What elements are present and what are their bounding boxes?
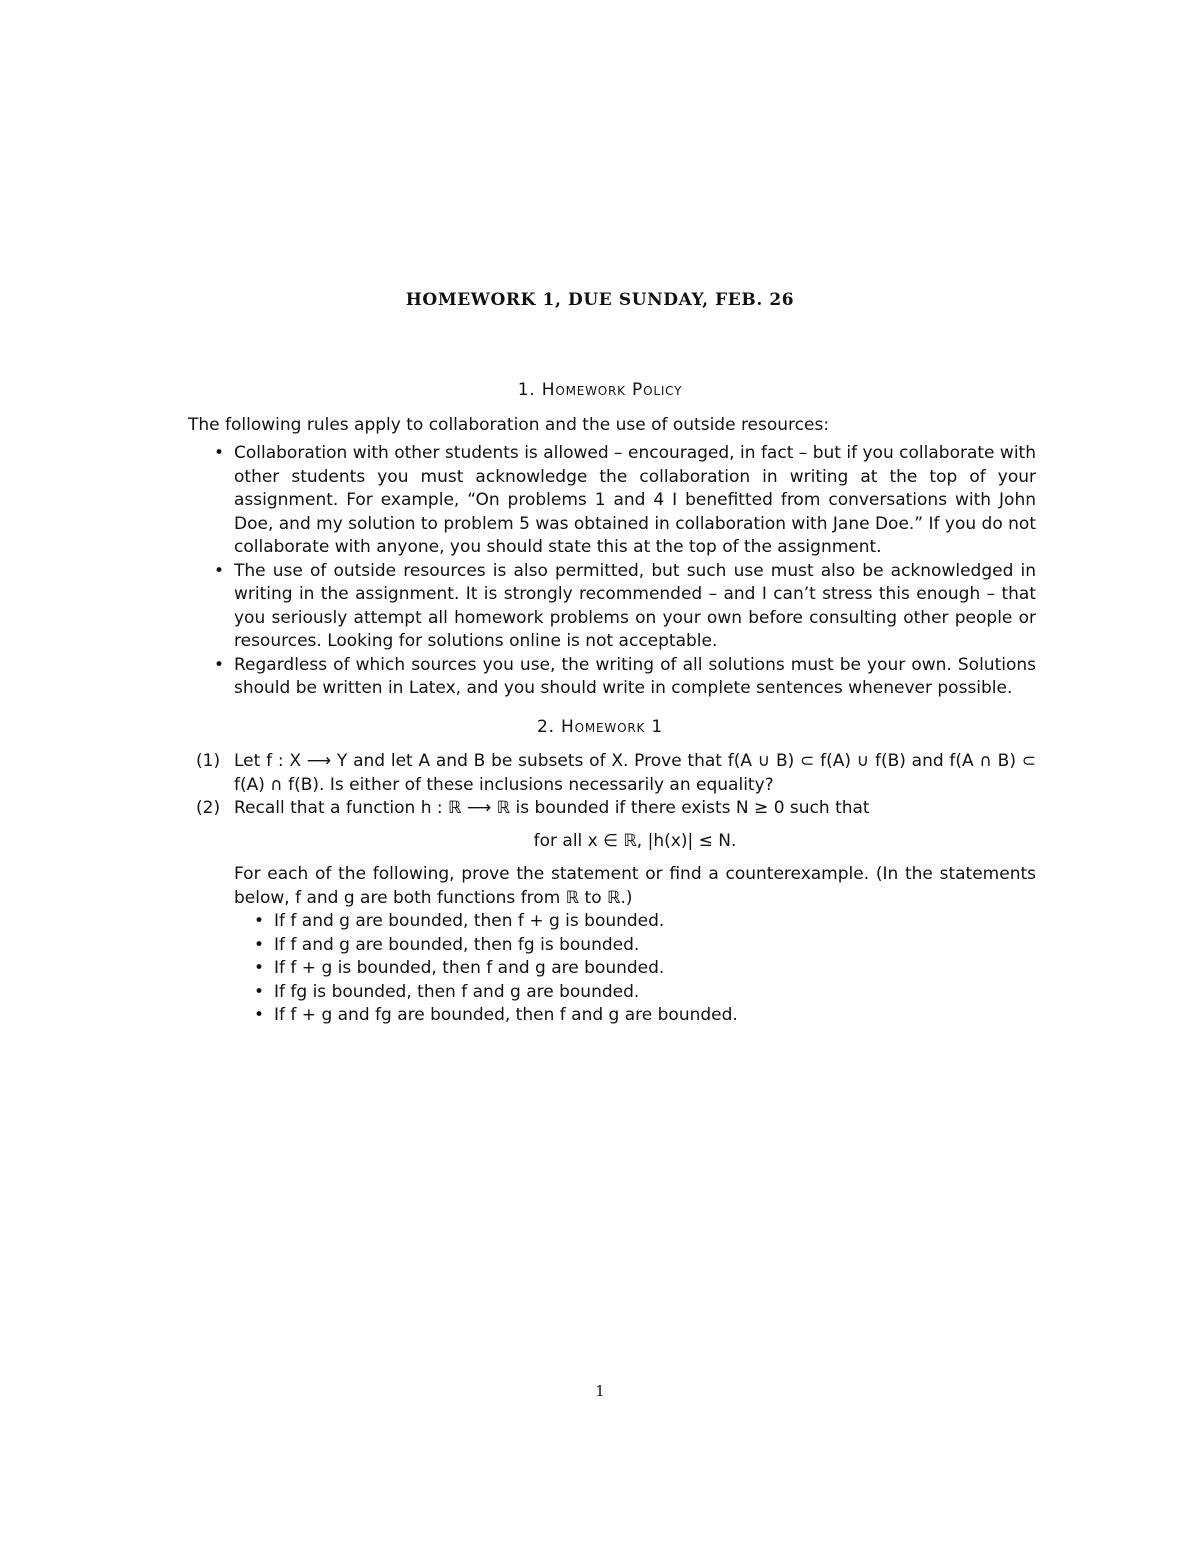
- problem-1: [188, 750, 1036, 797]
- policy-list: [188, 442, 1036, 701]
- list-item: • If fg is bounded, then f and g are bounded.: [234, 981, 1036, 1005]
- display-equation: for all x ∈ ℝ, |h(x)| ≤ N.: [533, 830, 737, 851]
- problem-list: [188, 750, 1036, 1028]
- problem-number: (2): [196, 798, 221, 818]
- problem-text: Let f : X ⟶ Y and let A and B be subsets of X. Prove that f(A ∪ B) ⊂ f(A) ∪ f(B) and f(A ∩ B) ⊂ f(A) ∩ f(B). Is either of these inclusions necessarily an equality?: [234, 751, 1036, 795]
- list-item: • If f and g are bounded, then fg is bounded.: [234, 934, 1036, 958]
- problem-paragraph: For each of the following, prove the statement or find a counterexample. (In the statements below, f and g are both functions from ℝ to ℝ.): [234, 864, 1036, 908]
- policy-intro: The following rules apply to collaboration and the use of outside resources:: [188, 415, 830, 435]
- policy-item-collaboration: • Collaboration with other students is allowed – encouraged, in fact – but if you collaborate with other students you must acknowledge the collaboration in writing at the top of your assignment. For example, “On problems 1 and 4 I benefitted from conversations with John Doe, and my solution to problem 5 was obtained in collaboration with Jane Doe.” If you do not collaborate with anyone, you should state this at the top of the assignment.: [188, 442, 1036, 560]
- statement-list: [234, 910, 1036, 1028]
- policy-item-writing: • Regardless of which sources you use, the writing of all solutions must be your own. Solutions should be written in Latex, and you should write in complete sentences whenever possible.: [188, 654, 1036, 701]
- problem-number: (1): [196, 751, 221, 771]
- problem-text: Recall that a function h : ℝ ⟶ ℝ is bounded if there exists N ≥ 0 such that: [234, 798, 870, 818]
- list-item: • If f + g and fg are bounded, then f and g are bounded.: [234, 1004, 1036, 1028]
- page-title: HOMEWORK 1, DUE SUNDAY, FEB. 26: [405, 290, 795, 310]
- section-heading-policy: 1. Homework Policy: [517, 380, 683, 400]
- page-number: 1: [595, 1382, 605, 1400]
- policy-item-outside-resources: • The use of outside resources is also permitted, but such use must also be acknowledged in writing in the assignment. It is strongly recommended – and I can’t stress this enough – that you seriously attempt all homework problems on your own before consulting other people or resources. Looking for solutions online is not acceptable.: [188, 560, 1036, 654]
- section-heading-homework: 2. Homework 1: [537, 717, 663, 737]
- problem-2: [188, 797, 1036, 1028]
- list-item: • If f + g is bounded, then f and g are bounded.: [234, 957, 1036, 981]
- list-item: • If f and g are bounded, then f + g is bounded.: [234, 910, 1036, 934]
